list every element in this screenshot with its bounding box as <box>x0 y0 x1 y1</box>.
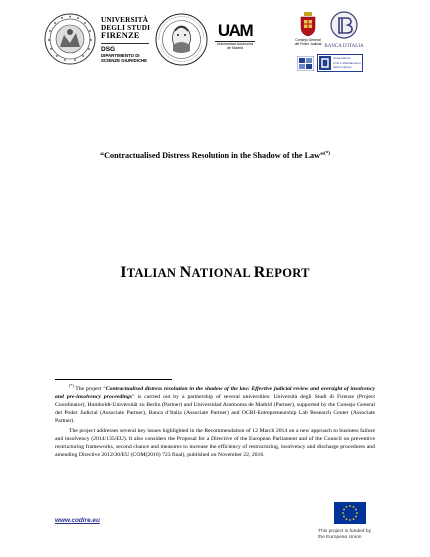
uam-logo <box>213 22 257 52</box>
report-heading: ITALIAN NATIONAL REPORT <box>120 264 310 281</box>
cgpj-emblem-icon <box>297 56 314 71</box>
bancaditalia-emblem-icon <box>330 10 358 42</box>
project-title-text: “Contractualised Distress Resolution in the Shadow of the Law” <box>100 151 325 160</box>
cgpj-logo <box>294 12 322 52</box>
website-link[interactable]: www.codire.eu <box>55 517 100 524</box>
cgpj-name: Consejo General del Poder Judicial <box>294 38 322 46</box>
unifi-department: DSG DIPARTIMENTO DI SCIENZE GIURIDICHE <box>101 46 148 63</box>
footnote-separator <box>55 379 172 380</box>
unifi-name: UNIVERSITÀ DEGLI STUDI FIRENZE <box>101 16 151 40</box>
uam-wordmark: UAM <box>217 21 253 40</box>
eu-flag-icon <box>334 502 366 524</box>
cgpj-crest-icon <box>299 12 317 37</box>
unifi-logo <box>44 13 154 69</box>
ocri-mark-icon <box>319 56 331 70</box>
eu-funding-note: This project is funded by the European Union <box>318 529 372 541</box>
footnote <box>55 382 375 461</box>
project-title <box>0 151 430 160</box>
bancaditalia-name: BANCA D'ITALIA <box>324 44 364 49</box>
humboldt-logo-icon <box>155 13 208 66</box>
ocri-name: Osservatorio Crisi e Risanamento delle Imprese <box>333 56 361 70</box>
ocri-logo <box>317 54 363 72</box>
footnote-paragraph-2: The project addresses several key issues highlighted in the Recommendation of 12 March 2014 on a new approach to business failure and insolvency (2014/135/EU). It also considers the Proposal for a Directive of the European Parliament and of the Council on preventive restructuring frameworks, second chance and measures to increase the efficiency of restructuring, insolvency and discharge procedures and amending Directive 2012/30/EU (COM(2016) 723 final), published on November 22, 2016. <box>55 428 375 459</box>
uam-name: Universidad Autónoma de Madrid <box>216 42 254 51</box>
bancaditalia-logo <box>323 10 365 54</box>
title-footnote-marker: (*) <box>324 151 330 157</box>
unifi-divider <box>101 43 149 44</box>
footnote-paragraph-1: (*) The project “Contractualised distress resolution in the shadow of the law: Effective judicial review and oversight of insolvency and pre-insolvency proceedings” is carried out by a partnership of several universities: Università degli Studi di Firenze (Project Coordinator), Humboldt-Universität zu Berlin (Partner) and Universidad Autónoma de Madrid (Partner), supported by the Consejo General del Poder Judicial (Associate Partner), Banca d’Italia (Associate Partner) and OCRI-Entrepreneurship Lab Research Center (Associate Partner). <box>55 383 375 425</box>
unifi-seal-icon <box>44 13 96 65</box>
